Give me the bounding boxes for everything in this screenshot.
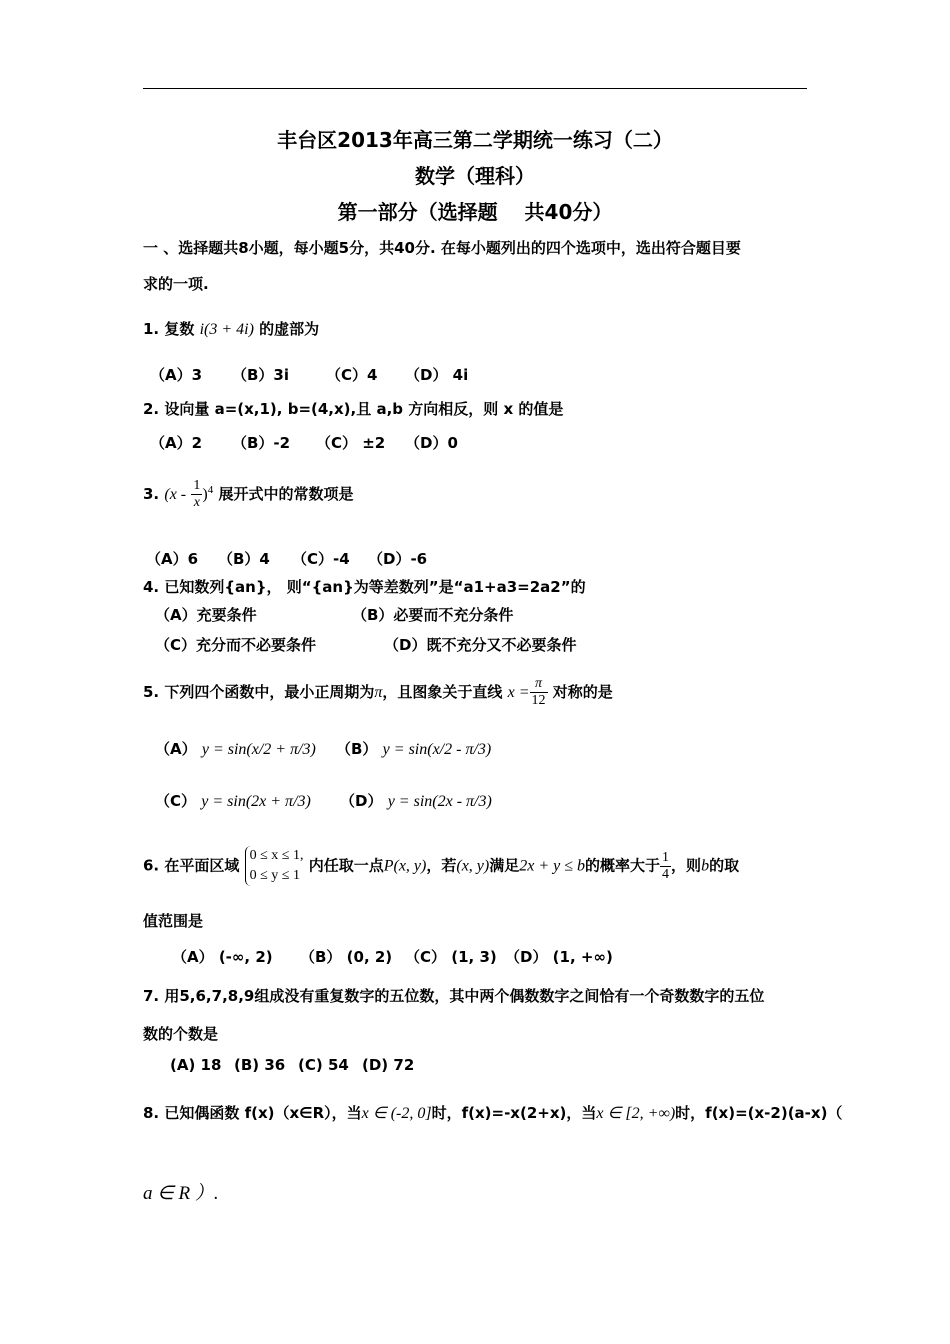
q6-cond: 2x + y ≤ b [519, 857, 586, 875]
q5-text-b: ，且图象关于直线 [382, 683, 503, 701]
q1-option-c: （C）4 [326, 366, 378, 384]
q3-power: 4 [207, 484, 214, 496]
q2-option-a: （A）2 [150, 434, 203, 452]
q1-tail: 的虚部为 [259, 320, 320, 338]
q5-frac-den: 12 [531, 693, 546, 708]
q6-frac-num: 1 [662, 849, 670, 865]
q5-option-c-label: （C） [155, 792, 197, 810]
q8-line-2: a ∈ R ）. [143, 1183, 219, 1204]
question-8 [143, 1102, 842, 1123]
q3-fraction [191, 478, 202, 511]
q7-option-b: (B) 36 [234, 1056, 286, 1074]
header-rule [143, 88, 807, 89]
q1-expr: i(3 + 4i) [199, 321, 254, 338]
q8-range-2: x ∈ [2, +∞) [596, 1105, 676, 1122]
question-6 [143, 846, 739, 886]
q6-point: P(x, y) [383, 857, 427, 875]
q3-frac-num: 1 [193, 478, 201, 493]
q5-option-b [336, 738, 491, 759]
q4-option-c: （C）充分而不必要条件 [155, 636, 317, 654]
q3-frac-den: x [193, 495, 200, 510]
q1-label: 1. 复数 [143, 320, 195, 338]
question-1 [143, 318, 319, 339]
exam-part: 第一部分（选择题 共40分） [337, 200, 613, 224]
q8-line-1b: 时，f(x)=-x(2+x)，当 [431, 1104, 597, 1122]
q5-pi: π [374, 684, 383, 701]
q6-mid-2: ，若 [426, 856, 457, 875]
q8-range-1: x ∈ (-2, 0] [361, 1105, 432, 1122]
q5-option-a [155, 738, 316, 759]
q6-line-2: 值范围是 [143, 912, 204, 930]
q7-option-d: (D) 72 [362, 1056, 415, 1074]
question-2: 2. 设向量 a=(x,1), b=(4,x),且 a,b 方向相反，则 x 的值是 [143, 400, 564, 418]
q6-ineq-2: 0 ≤ y ≤ 1 [249, 868, 300, 883]
question-4: 4. 已知数列{an}， 则“{an}为等差数列”是“a1+a3=2a2”的 [143, 578, 586, 596]
q4-option-d: （D）既不充分又不必要条件 [384, 636, 577, 654]
exam-subject: 数学（理科） [415, 164, 535, 188]
q4-option-b: （B）必要而不充分条件 [352, 606, 514, 624]
q6-region [245, 846, 304, 886]
q3-option-a: （A）6 [146, 550, 199, 568]
q5-option-c-expr: y = sin(2x + π/3) [201, 793, 311, 810]
q5-option-d-expr: y = sin(2x - π/3) [387, 793, 492, 810]
q1-option-a: （A）3 [150, 366, 203, 384]
q4-option-a: （A）充要条件 [155, 606, 257, 624]
q6-option-c: （C） (1, 3) [405, 948, 497, 966]
q8-line-1c: 时，f(x)=(x-2)(a-x)（ [675, 1104, 843, 1122]
q6-option-a: （A） (-∞, 2) [172, 948, 273, 966]
q7-option-a: (A) 18 [170, 1056, 222, 1074]
exam-title: 丰台区2013年高三第二学期统一练习（二） [277, 128, 673, 152]
q5-option-b-label: （B） [336, 740, 378, 758]
question-3 [143, 478, 353, 511]
q5-frac-num: π [530, 676, 548, 693]
q3-option-c: （C）-4 [292, 550, 350, 568]
question-5 [143, 676, 613, 709]
q6-option-b: （B） (0, 2) [300, 948, 393, 966]
q6-frac-den: 4 [662, 866, 670, 882]
q5-line-expr: x = [507, 684, 530, 701]
intro-line-1: 一 、选择题共8小题，每小题5分，共40分. 在每小题列出的四个选项中，选出符合题目要 [143, 239, 741, 257]
q3-expr-right: ) [202, 486, 208, 503]
q5-option-d [340, 790, 492, 811]
q7-line-1: 7. 用5,6,7,8,9组成没有重复数字的五位数，其中两个偶数数字之间恰有一个奇数数字的五位 [143, 987, 765, 1005]
q6-var: b [701, 857, 710, 875]
intro-line-2: 求的一项. [143, 275, 209, 293]
q5-text-c: 对称的是 [552, 683, 613, 701]
q3-option-b: （B）4 [218, 550, 270, 568]
q3-expr-left: (x - [164, 486, 187, 503]
q6-mid-6: 的取 [709, 856, 740, 875]
q5-option-d-label: （D） [340, 792, 383, 810]
q5-option-b-expr: y = sin(x/2 - π/3) [382, 741, 492, 758]
q6-label: 6. 在平面区域 [143, 856, 240, 875]
q6-mid-3: 满足 [489, 856, 520, 875]
q3-tail: 展开式中的常数项是 [218, 485, 354, 503]
q5-option-a-label: （A） [155, 740, 197, 758]
q6-option-d: （D） (1, +∞) [505, 948, 613, 966]
q6-mid-4: 的概率大于 [585, 856, 661, 875]
q6-fraction [660, 850, 671, 883]
q6-pair: (x, y) [456, 857, 490, 875]
q5-option-c [155, 790, 311, 811]
q2-option-c: （C） ±2 [316, 434, 386, 452]
q3-option-d: （D）-6 [368, 550, 428, 568]
q5-text-a: 5. 下列四个函数中，最小正周期为 [143, 683, 375, 701]
q7-option-c: (C) 54 [298, 1056, 349, 1074]
q1-option-d: （D） 4i [405, 366, 469, 384]
q5-fraction [530, 676, 548, 709]
q6-ineq-1: 0 ≤ x ≤ 1, [249, 848, 304, 863]
q1-option-b: （B）3i [232, 366, 290, 384]
q6-mid-5: ，则 [671, 856, 702, 875]
q2-option-d: （D）0 [405, 434, 458, 452]
q2-option-b: （B）-2 [232, 434, 291, 452]
q8-line-1a: 8. 已知偶函数 f(x)（x∈R），当 [143, 1104, 362, 1122]
q6-mid-1: 内任取一点 [308, 856, 384, 875]
q7-line-2: 数的个数是 [143, 1025, 219, 1043]
q5-option-a-expr: y = sin(x/2 + π/3) [201, 741, 316, 758]
q3-label: 3. [143, 485, 160, 503]
